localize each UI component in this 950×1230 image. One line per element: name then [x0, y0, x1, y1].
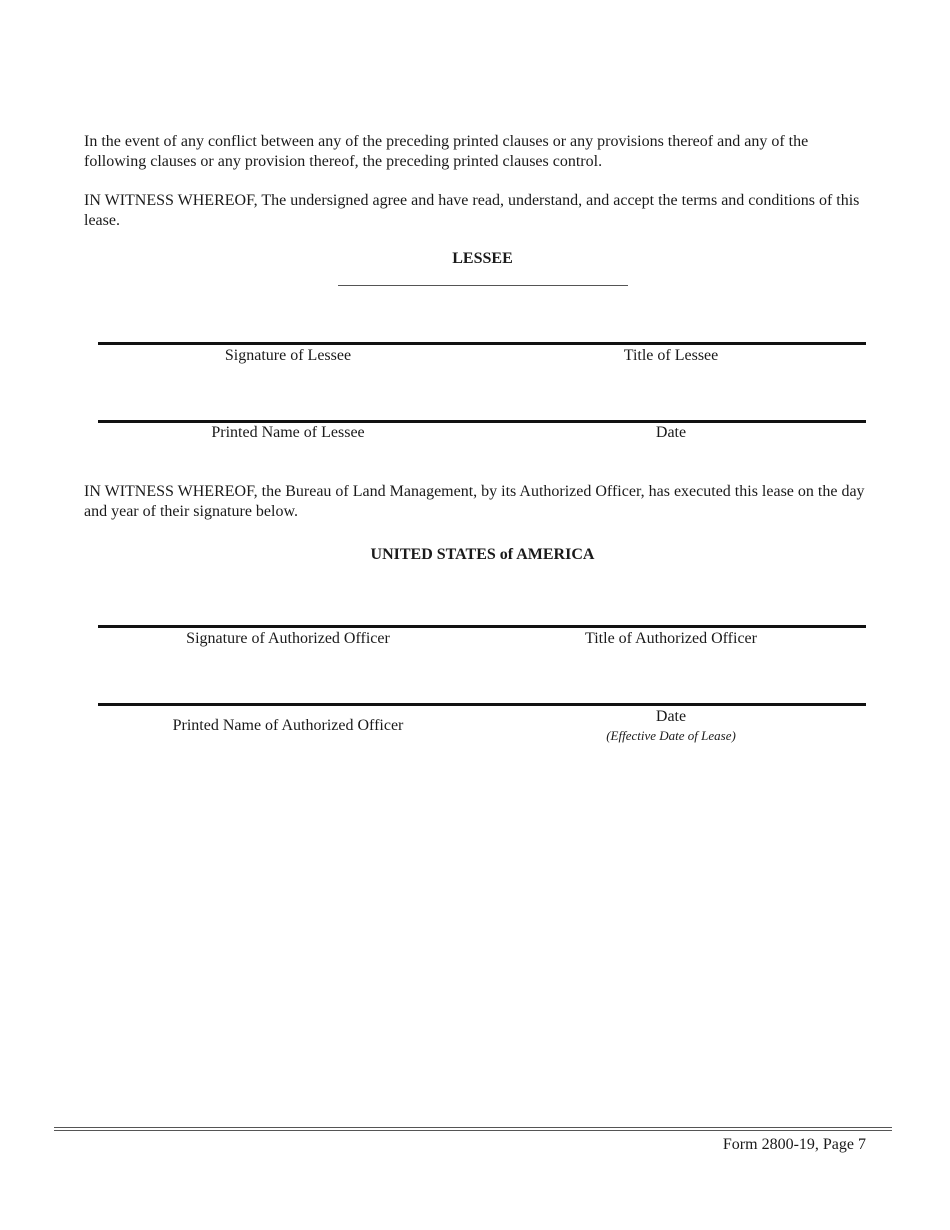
blm-witness-paragraph: IN WITNESS WHEREOF, the Bureau of Land Management, by its Authorized Officer, has executed this lease on the day and year of their signature below. [84, 483, 865, 520]
officer-printed-name-label: Printed Name of Authorized Officer [172, 717, 404, 734]
lessee-printed-name-label: Printed Name of Lessee [211, 424, 365, 441]
lessee-witness-paragraph: IN WITNESS WHEREOF, The undersigned agree and have read, understand, and accept the terms and conditions of this lease. [84, 192, 860, 229]
officer-title-label: Title of Authorized Officer [585, 630, 757, 647]
lessee-date-label: Date [655, 424, 687, 441]
lessee-title-label: Title of Lessee [623, 347, 719, 364]
footer-divider [54, 1127, 892, 1131]
lessee-signature-label: Signature of Lessee [224, 347, 352, 364]
lessee-signature-line[interactable] [98, 342, 866, 345]
officer-date-label: Date [655, 708, 687, 725]
usa-heading: UNITED STATES of AMERICA [370, 546, 595, 563]
officer-signature-line[interactable] [98, 625, 866, 628]
conflict-clause-paragraph: In the event of any conflict between any of the preceding printed clauses or any provisions thereof and any of the following clauses or any provision thereof, the preceding printed clauses control. [84, 133, 809, 170]
lessee-heading: LESSEE [452, 250, 513, 267]
form-page-label: Form 2800-19, Page 7 [722, 1136, 866, 1153]
officer-printed-name-line[interactable] [98, 703, 866, 706]
lessee-heading-underline [338, 285, 628, 286]
officer-signature-label: Signature of Authorized Officer [186, 630, 390, 647]
effective-date-note: (Effective Date of Lease) [606, 728, 736, 743]
